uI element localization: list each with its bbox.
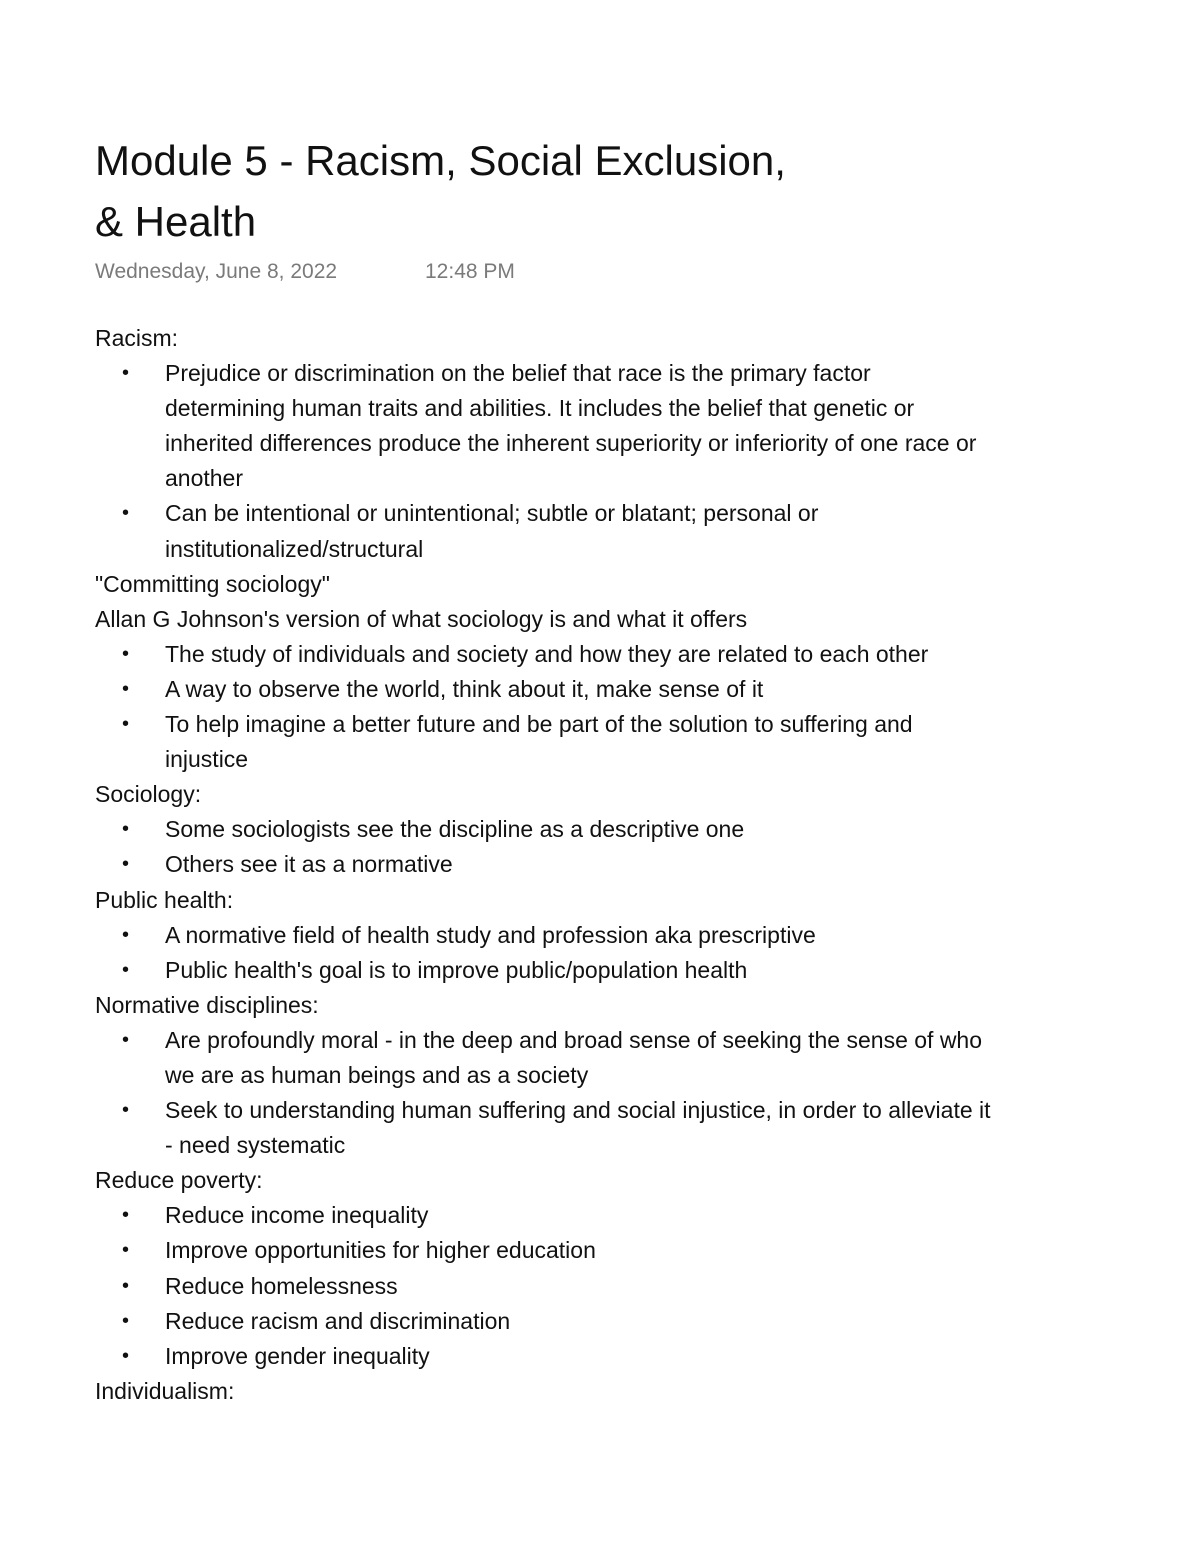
list-item: [95, 356, 995, 496]
bullet-icon: •: [122, 502, 130, 525]
list-item: [95, 707, 995, 777]
title-line-2: & Health: [95, 198, 257, 245]
list-item: [95, 1304, 995, 1339]
bullet-icon: •: [122, 853, 130, 876]
bullet-icon: •: [122, 1099, 130, 1122]
page-title: [95, 130, 1095, 252]
list-item-text: Improve gender inequality: [165, 1342, 430, 1369]
note-page: [95, 130, 1095, 1406]
list-item: [95, 1023, 995, 1093]
bullet-icon: •: [122, 642, 130, 665]
bullet-icon: •: [122, 1309, 130, 1332]
list-item: [95, 1339, 995, 1374]
section-heading-cutoff: Individualism:: [95, 1377, 235, 1404]
section-heading: Racism:: [95, 325, 179, 351]
bullet-list: [95, 637, 1095, 777]
list-item: [95, 1269, 995, 1304]
list-item-text: Prejudice or discrimination on the belief that race is the primary factor determining human traits and abilities. It includes the belief that genetic or inherited differences produce the inherent superiority or inferiority of one race or another: [165, 360, 977, 492]
list-item-text: The study of individuals and society and how they are related to each other: [165, 640, 929, 667]
section-heading: "Committing sociology": [95, 570, 330, 597]
bullet-icon: •: [122, 1344, 130, 1367]
list-item-text: A normative field of health study and profession aka prescriptive: [165, 921, 816, 948]
list-item-text: To help imagine a better future and be part of the solution to suffering and injustice: [165, 711, 913, 773]
bullet-list: [95, 918, 1095, 988]
bullet-list: [95, 356, 1095, 567]
list-item-text: Reduce income inequality: [165, 1202, 429, 1229]
bullet-icon: •: [122, 1239, 130, 1262]
list-item: [95, 1093, 995, 1163]
timestamp: [95, 257, 1095, 287]
list-item-text: A way to observe the world, think about it, make sense of it: [165, 675, 764, 702]
bullet-icon: •: [122, 818, 130, 841]
section-heading: Normative disciplines:: [95, 991, 319, 1018]
bullet-icon: •: [122, 1204, 130, 1227]
list-item-text: Seek to understanding human suffering and social injustice, in order to alleviate it - need systematic: [165, 1097, 991, 1159]
bullet-icon: •: [122, 1274, 130, 1297]
list-item: [95, 672, 995, 707]
list-item-text: Others see it as a normative: [165, 851, 453, 878]
bullet-icon: •: [122, 1028, 130, 1051]
bullet-icon: •: [122, 923, 130, 946]
list-item-text: Public health's goal is to improve public/population health: [165, 956, 748, 983]
list-item-text: Reduce homelessness: [165, 1272, 398, 1299]
bullet-list: [95, 1023, 1095, 1163]
date-stamp: Wednesday, June 8, 2022: [95, 260, 338, 283]
bullet-list: [95, 812, 1095, 882]
list-item-text: Some sociologists see the discipline as a descriptive one: [165, 816, 745, 843]
section-heading: Reduce poverty:: [95, 1167, 263, 1194]
list-item: [95, 953, 995, 988]
list-item: [95, 918, 995, 953]
list-item-text: Can be intentional or unintentional; subtle or blatant; personal or institutionalized/structural: [165, 500, 819, 562]
section-heading: Public health:: [95, 886, 234, 913]
list-item: [95, 812, 995, 847]
list-item-text: Improve opportunities for higher education: [165, 1237, 596, 1264]
list-item-text: Reduce racism and discrimination: [165, 1307, 511, 1334]
bullet-list: [95, 1198, 1095, 1373]
list-item-text: Are profoundly moral - in the deep and broad sense of seeking the sense of who we are as human beings and as a society: [165, 1026, 983, 1088]
note-body: [95, 321, 1095, 1406]
list-item: [95, 496, 995, 566]
list-item: [95, 637, 995, 672]
time-stamp: 12:48 PM: [425, 260, 515, 283]
list-item: [95, 1233, 995, 1268]
title-line-1: Module 5 - Racism, Social Exclusion,: [95, 137, 786, 184]
list-item: [95, 1198, 995, 1233]
bullet-icon: •: [122, 713, 130, 736]
bullet-icon: •: [122, 677, 130, 700]
section-heading: Sociology:: [95, 781, 202, 808]
list-item: [95, 847, 995, 882]
section-heading: Allan G Johnson's version of what sociology is and what it offers: [95, 605, 748, 632]
bullet-icon: •: [122, 362, 130, 385]
bullet-icon: •: [122, 958, 130, 981]
